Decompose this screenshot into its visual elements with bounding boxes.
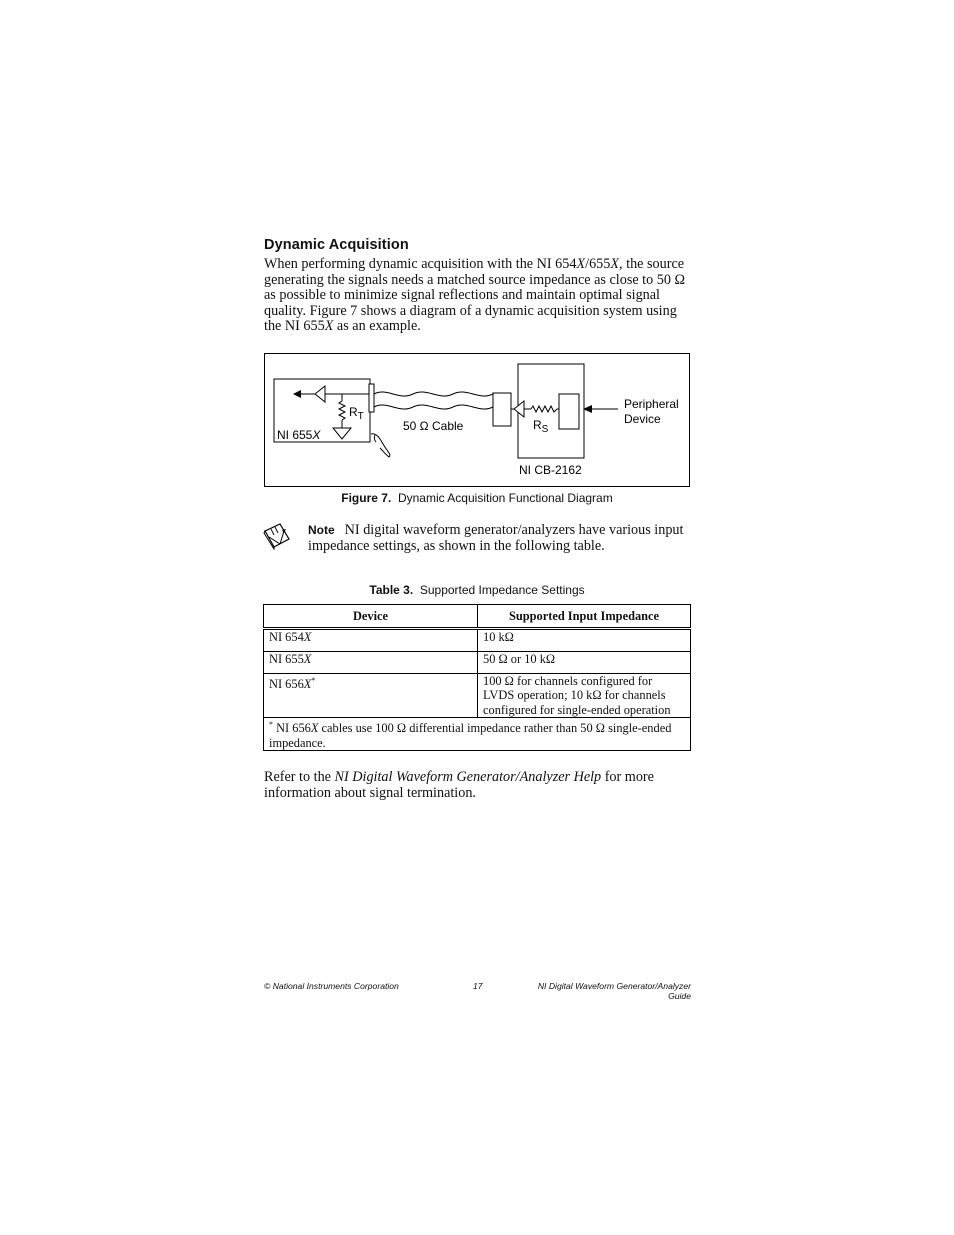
table-cell-impedance: 50 Ω or 10 kΩ	[478, 652, 691, 674]
figure-7-frame	[264, 353, 690, 487]
ni655x-connector	[369, 384, 374, 412]
table-row	[264, 629, 691, 652]
table-caption: Table 3. Supported Impedance Settings	[369, 583, 585, 597]
table-cell-device: NI 654X	[264, 629, 478, 652]
note-paragraph: Note NI digital waveform generator/analyzers have various input impedance settings, as shown in the following table.	[308, 522, 684, 554]
cable-line-top	[374, 392, 493, 396]
table-cell-impedance: 10 kΩ	[478, 629, 691, 652]
hand-pointer-icon	[371, 434, 390, 457]
label-peripheral-2: Device	[624, 412, 661, 426]
table-footnote: * NI 656X cables use 100 Ω differential impedance rather than 50 Ω single-ended impedance.	[264, 718, 691, 751]
label-cable: 50 Ω Cable	[403, 419, 464, 433]
table-cell-device: NI 656X*	[264, 674, 478, 718]
table-header-device: Device	[264, 605, 478, 629]
table-header-impedance: Supported Input Impedance	[478, 605, 691, 629]
label-cb2162: NI CB-2162	[519, 463, 582, 477]
cable-line-bottom	[374, 405, 493, 409]
table-row	[264, 652, 691, 674]
footer-page-number: 17	[473, 981, 483, 991]
section-heading: Dynamic Acquisition	[264, 237, 409, 253]
dynamic-acquisition-diagram	[265, 354, 689, 486]
table-header-row	[264, 605, 691, 629]
footer-guide-title: NI Digital Waveform Generator/Analyzer Guide	[537, 981, 691, 1001]
rs-terminal-box	[559, 394, 579, 429]
intro-paragraph: When performing dynamic acquisition with the NI 654X/655X, the source generating the signals needs a matched source impedance as close to 50 Ω as possible to minimize signal reflections and maintain optimal signal quality. Figure 7 shows a diagram of a dynamic acquisition system using the NI 655X as an example.	[264, 256, 686, 335]
label-rs: $R_S$	[533, 418, 549, 435]
impedance-table	[263, 604, 691, 751]
refer-paragraph: Refer to the NI Digital Waveform Generator/Analyzer Help for more information about signal termination.	[264, 769, 654, 801]
table-footnote-row	[264, 718, 691, 751]
table-cell-device: NI 655X	[264, 652, 478, 674]
table-cell-impedance: 100 Ω for channels configured for LVDS operation; 10 kΩ for channels configured for single-ended operation	[478, 674, 691, 718]
footer-copyright: © National Instruments Corporation	[264, 981, 399, 991]
figure-caption: Figure 7. Dynamic Acquisition Functional Diagram	[341, 491, 613, 505]
cb2162-plug	[493, 393, 511, 426]
note-pad-icon	[263, 522, 291, 555]
label-peripheral-1: Peripheral	[624, 397, 679, 411]
table-row	[264, 674, 691, 718]
label-rt: $R_T$	[349, 405, 364, 422]
label-ni655x: NI 655X	[277, 428, 321, 442]
